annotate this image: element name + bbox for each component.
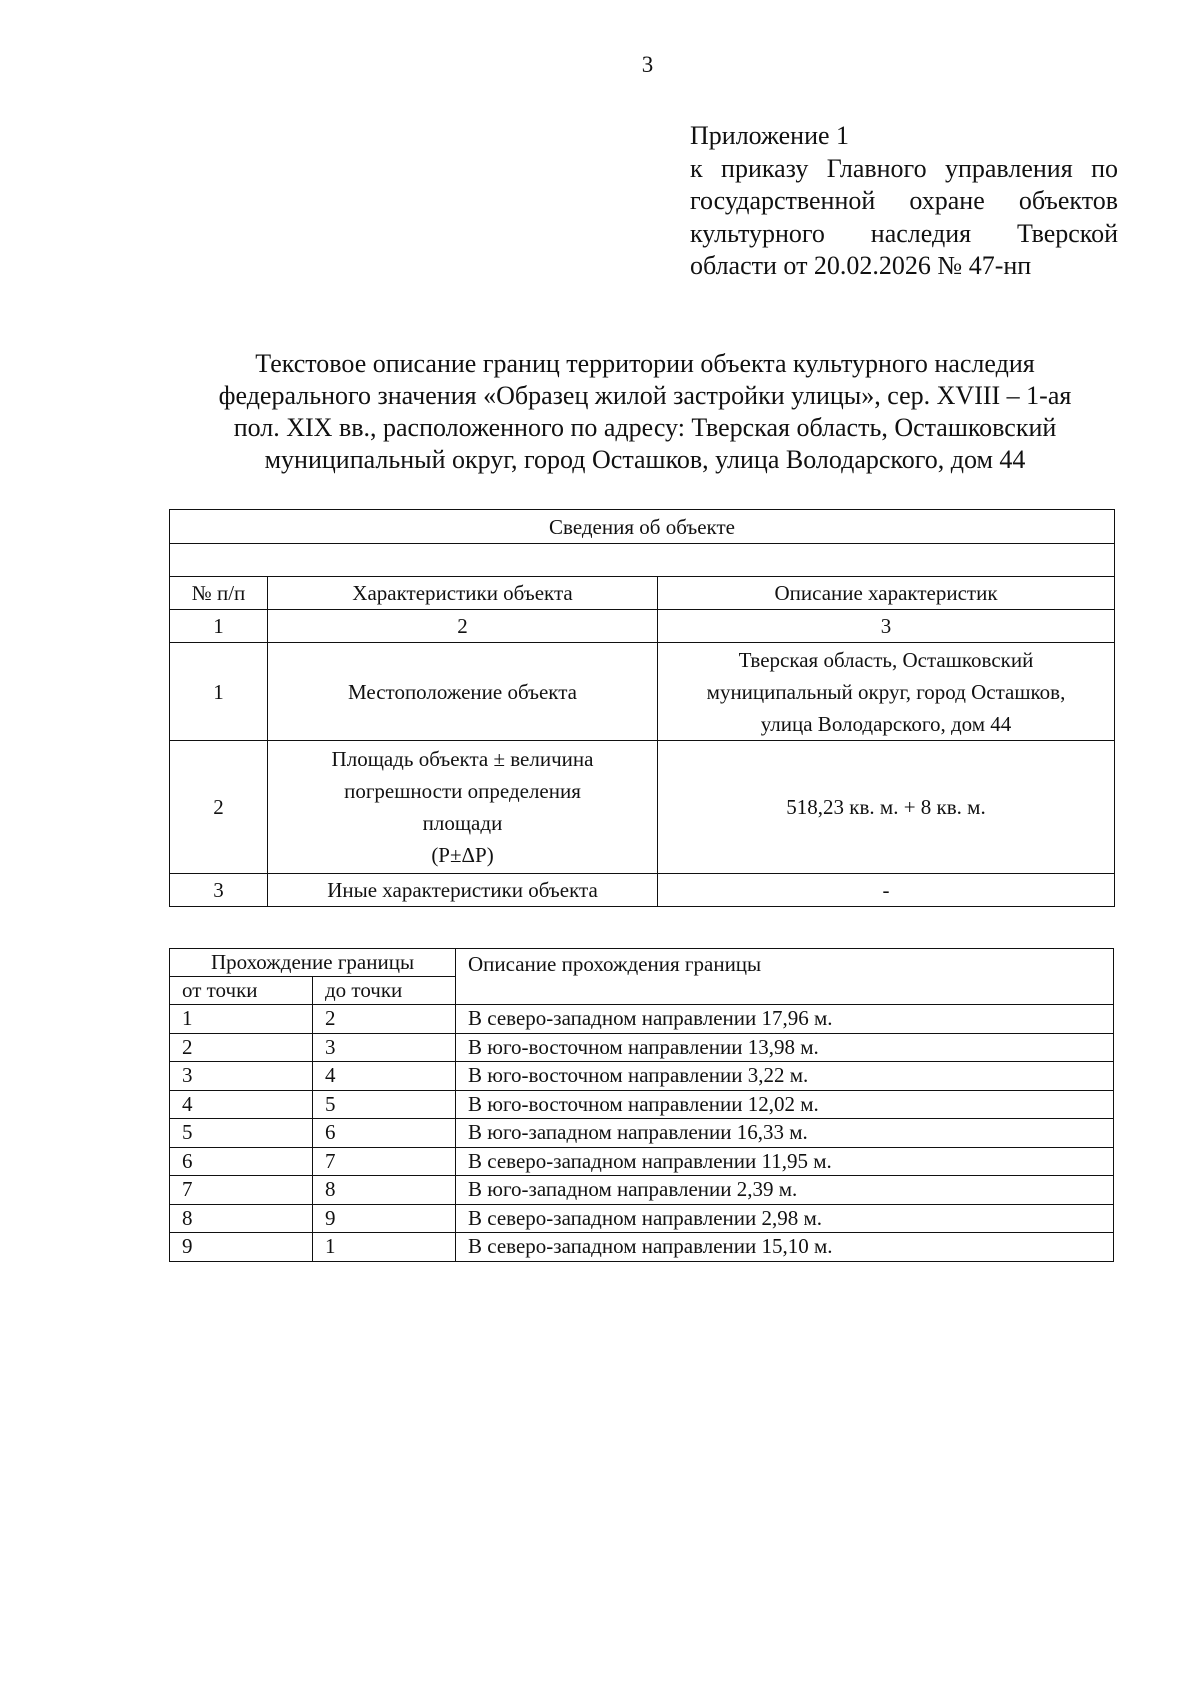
to-point: 2 — [313, 1005, 456, 1034]
table-row — [170, 1119, 1114, 1148]
cell-line: площади — [422, 811, 503, 835]
to-point: 7 — [313, 1147, 456, 1176]
cell-line: погрешности определения — [344, 779, 581, 803]
info-table-caption: Сведения об объекте — [170, 510, 1115, 544]
table-row — [170, 1176, 1114, 1205]
to-point: 9 — [313, 1204, 456, 1233]
boundary-description: В юго-восточном направлении 3,22 м. — [456, 1062, 1114, 1091]
row-number: 1 — [170, 643, 268, 741]
column-number: 1 — [170, 610, 268, 643]
document-title — [160, 348, 1130, 476]
header-boundary-passage: Прохождение границы — [170, 949, 456, 977]
appendix-line: к приказу Главного управления по — [690, 153, 1118, 183]
cell-line: (Р±ΔР) — [431, 843, 494, 867]
row-characteristic — [268, 643, 658, 741]
row-description — [658, 874, 1115, 907]
appendix-line: Приложение 1 — [690, 121, 850, 150]
row-number: 3 — [170, 874, 268, 907]
header-from-point: от точки — [170, 977, 313, 1005]
cell-line: Иные характеристики объекта — [327, 878, 598, 902]
appendix-line: культурного наследия Тверской — [690, 218, 1118, 248]
cell-line: 518,23 кв. м. + 8 кв. м. — [786, 795, 986, 819]
row-number: 2 — [170, 741, 268, 874]
row-description — [658, 741, 1115, 874]
boundary-description: В юго-западном направлении 2,39 м. — [456, 1176, 1114, 1205]
table-row — [170, 1033, 1114, 1062]
header-boundary-description: Описание прохождения границы — [456, 949, 1114, 1005]
to-point: 3 — [313, 1033, 456, 1062]
from-point: 9 — [170, 1233, 313, 1262]
to-point: 8 — [313, 1176, 456, 1205]
table-row — [170, 1005, 1114, 1034]
boundary-description: В северо-западном направлении 11,95 м. — [456, 1147, 1114, 1176]
to-point: 6 — [313, 1119, 456, 1148]
title-line: Текстовое описание границ территории объекта культурного наследия — [255, 349, 1035, 378]
appendix-line: государственной охране объектов — [690, 186, 1118, 215]
table-row — [170, 1062, 1114, 1091]
table-row — [170, 1147, 1114, 1176]
header-to-point: до точки — [313, 977, 456, 1005]
from-point: 1 — [170, 1005, 313, 1034]
header-number: № п/п — [170, 577, 268, 610]
appendix-block — [690, 120, 1118, 283]
from-point: 8 — [170, 1204, 313, 1233]
column-number: 2 — [268, 610, 658, 643]
row-characteristic — [268, 874, 658, 907]
from-point: 3 — [170, 1062, 313, 1091]
from-point: 5 — [170, 1119, 313, 1148]
title-line: муниципальный округ, город Осташков, улица Володарского, дом 44 — [264, 445, 1026, 474]
from-point: 7 — [170, 1176, 313, 1205]
info-table-spacer-row — [170, 544, 1115, 577]
table-row — [170, 741, 1115, 874]
row-description — [658, 643, 1115, 741]
table-row — [170, 1233, 1114, 1262]
boundary-description: В северо-западном направлении 15,10 м. — [456, 1233, 1114, 1262]
to-point: 4 — [313, 1062, 456, 1091]
cell-line: - — [882, 878, 890, 902]
table-row — [170, 643, 1115, 741]
from-point: 4 — [170, 1090, 313, 1119]
to-point: 5 — [313, 1090, 456, 1119]
cell-line: Площадь объекта ± величина — [331, 747, 594, 771]
from-point: 6 — [170, 1147, 313, 1176]
row-characteristic — [268, 741, 658, 874]
cell-line: Местоположение объекта — [347, 679, 577, 704]
page-number: 3 — [641, 52, 654, 77]
title-line: пол. XIX вв., расположенного по адресу: Тверская область, Осташковский — [233, 413, 1057, 442]
cell-line: Тверская область, Осташковский — [738, 647, 1034, 672]
to-point: 1 — [313, 1233, 456, 1262]
cell-line: муниципальный округ, город Осташков, — [706, 679, 1066, 704]
boundary-description: В юго-восточном направлении 13,98 м. — [456, 1033, 1114, 1062]
table-row — [170, 1090, 1114, 1119]
table-row — [170, 874, 1115, 907]
object-info-table — [169, 509, 1115, 907]
appendix-line: области от 20.02.2026 № 47-нп — [690, 251, 1032, 280]
title-line: федерального значения «Образец жилой застройки улицы», сер. XVIII – 1-ая — [218, 381, 1072, 410]
from-point: 2 — [170, 1033, 313, 1062]
boundary-description: В юго-западном направлении 16,33 м. — [456, 1119, 1114, 1148]
boundary-description: В юго-восточном направлении 12,02 м. — [456, 1090, 1114, 1119]
table-row — [170, 1204, 1114, 1233]
boundary-table — [169, 948, 1114, 1262]
header-description: Описание характеристик — [658, 577, 1115, 610]
boundary-description: В северо-западном направлении 2,98 м. — [456, 1204, 1114, 1233]
column-number: 3 — [658, 610, 1115, 643]
cell-line: улица Володарского, дом 44 — [760, 711, 1012, 736]
header-characteristic: Характеристики объекта — [268, 577, 658, 610]
boundary-description: В северо-западном направлении 17,96 м. — [456, 1005, 1114, 1034]
